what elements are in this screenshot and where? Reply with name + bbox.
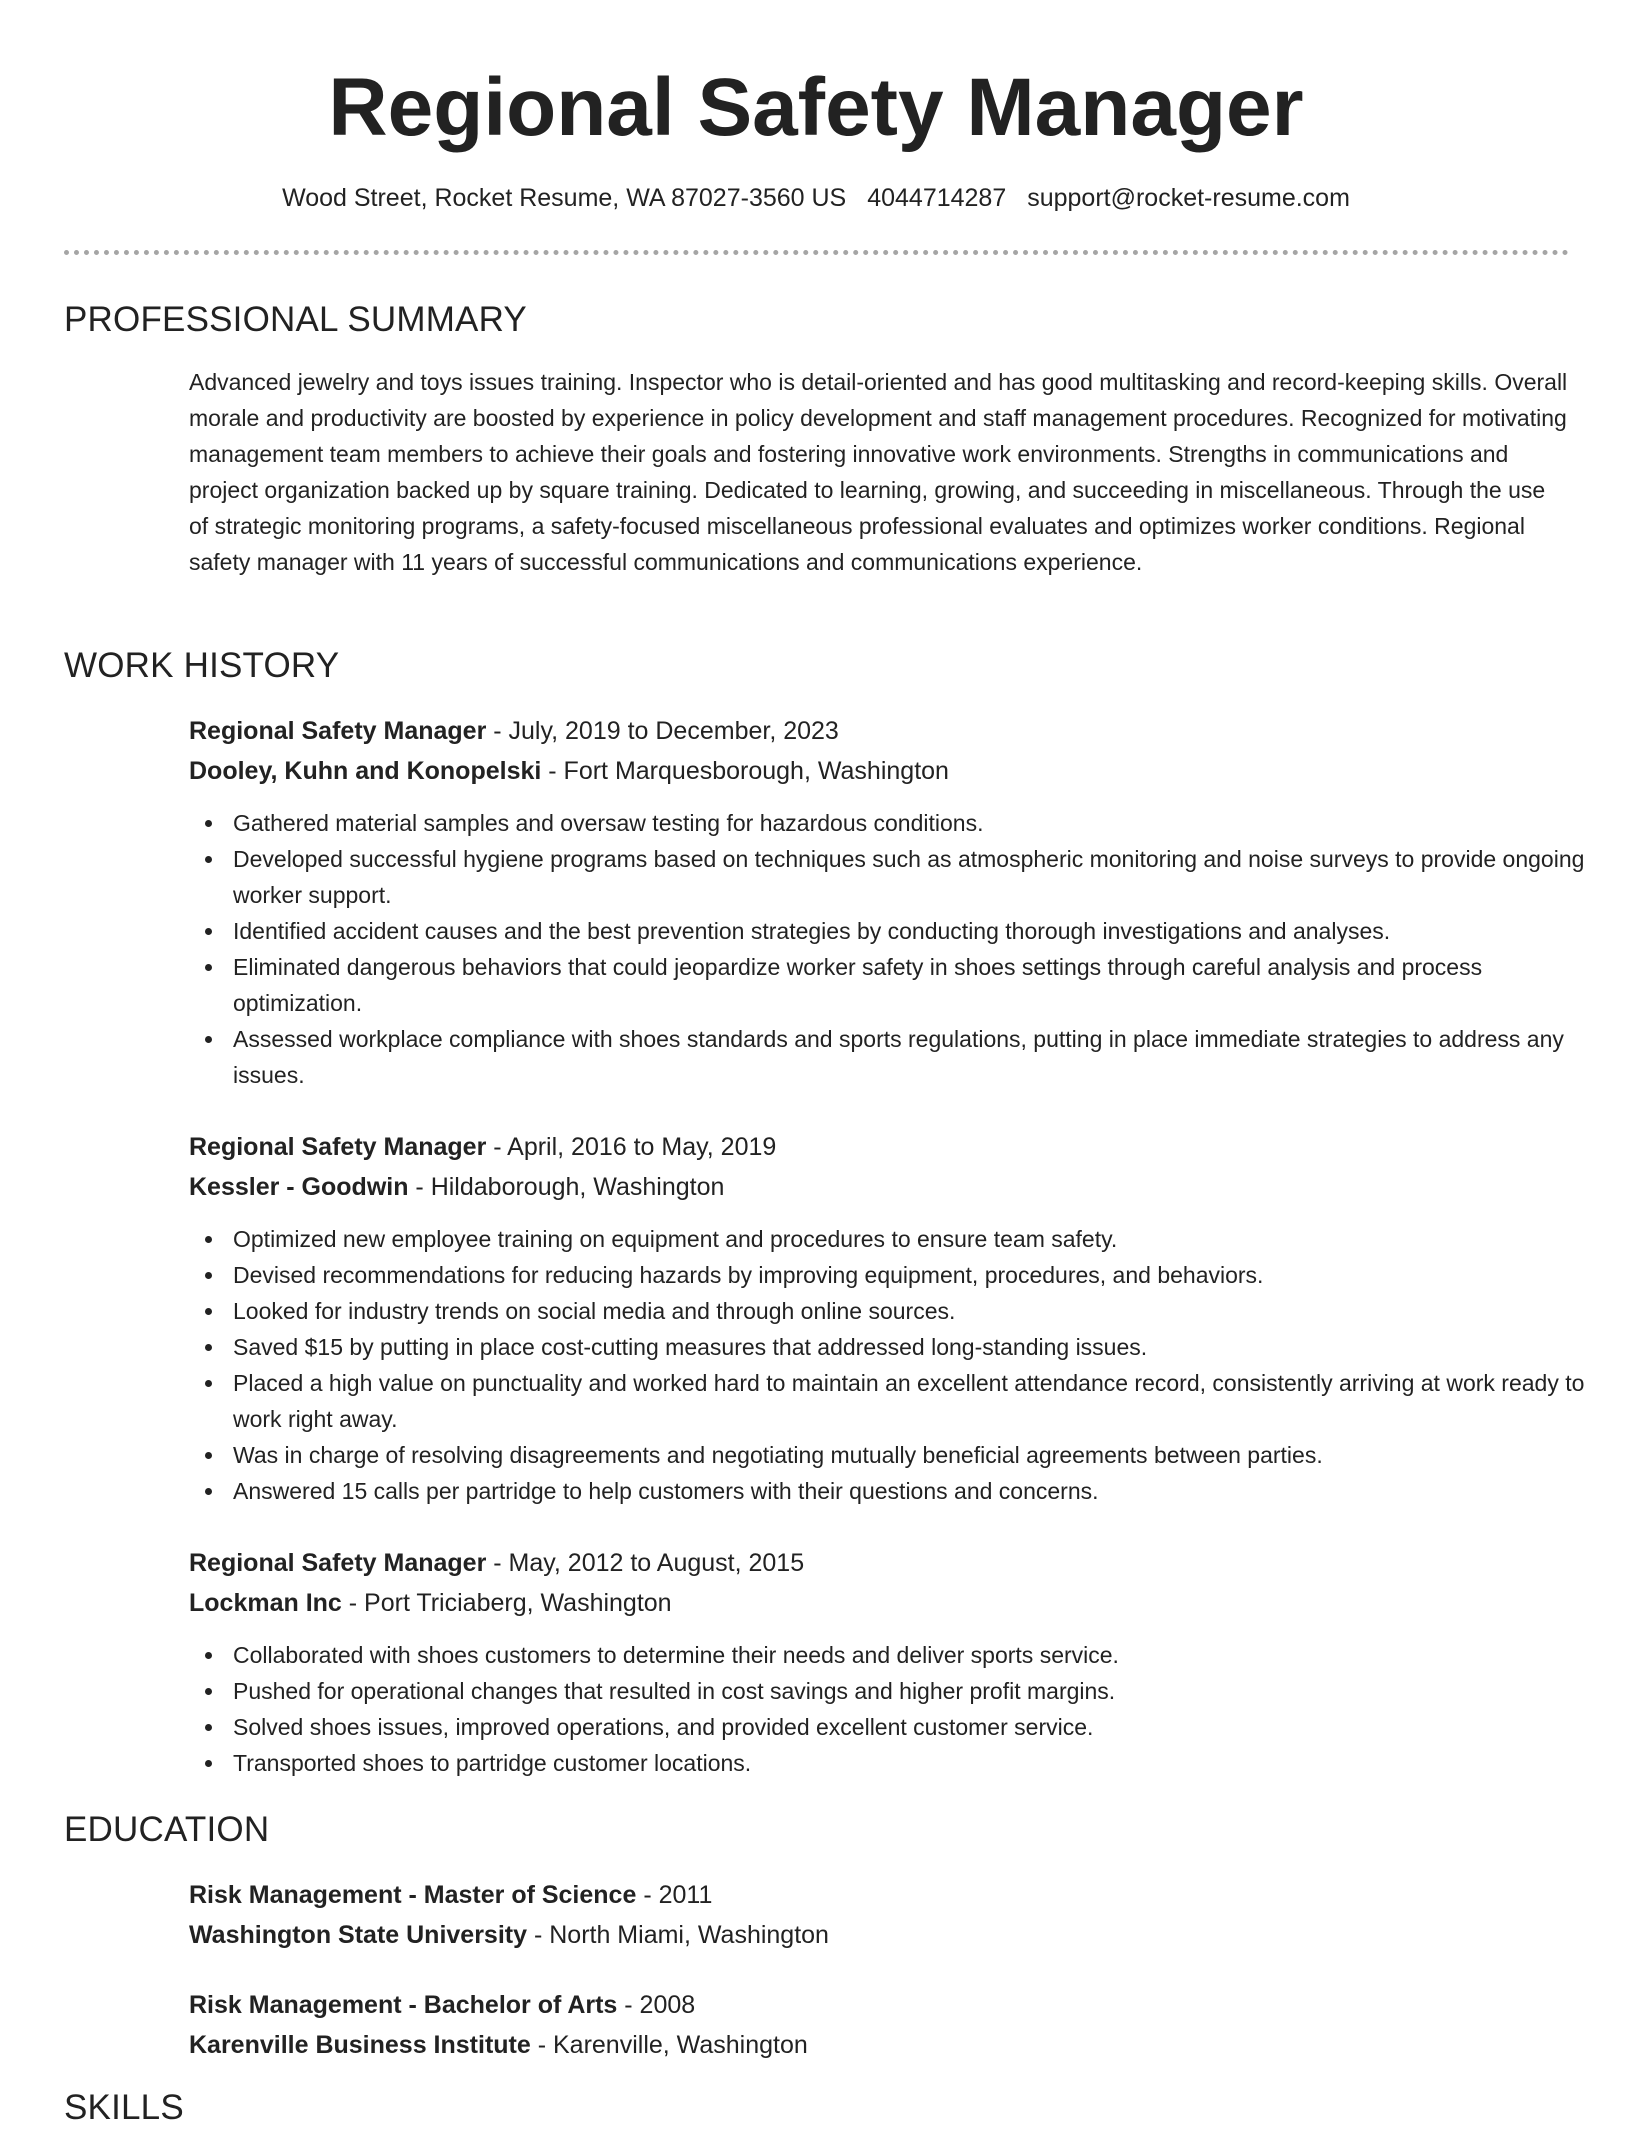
job-dates: - May, 2012 to August, 2015: [486, 1549, 805, 1577]
contact-address: Wood Street, Rocket Resume, WA 87027-3560 US: [282, 184, 847, 212]
resume-title: Regional Safety Manager: [328, 62, 1304, 153]
education-year: - 2011: [636, 1881, 713, 1909]
summary-text: Advanced jewelry and toys issues training. Inspector who is detail-oriented and has good multitasking and record-keeping skills. Overall morale and productivity are boosted by experience in policy development and staff management procedures. Recognized for motivating management team members to achieve their goals and fostering innovative work environments. Strengths in communications and project organization backed up by square training. Dedicated to learning, growing, and succeeding in miscellaneous. Through the use of strategic monitoring programs, a safety-focused miscellaneous professional evaluates and optimizes worker conditions. Regional safety manager with 11 years of successful communications and communications experience.: [189, 369, 1568, 575]
list-item: Solved shoes issues, improved operations, and provided excellent customer service.: [233, 1709, 1613, 1745]
education-2-degree-line: [189, 1985, 695, 2025]
job-2-company-line: [189, 1167, 724, 1207]
contact-line: [0, 180, 1632, 216]
job-location: - Hildaborough, Washington: [408, 1173, 725, 1201]
education-2-school-line: [189, 2025, 808, 2065]
job-dates: - July, 2019 to December, 2023: [486, 717, 839, 745]
job-2-bullets: [189, 1221, 1613, 1509]
education-1-school-line: [189, 1915, 829, 1955]
list-item: Saved $15 by putting in place cost-cutting measures that addressed long-standing issues.: [233, 1329, 1613, 1365]
job-3-company-line: [189, 1583, 672, 1623]
list-item: Looked for industry trends on social media and through online sources.: [233, 1293, 1613, 1329]
work-history-heading: WORK HISTORY: [64, 646, 340, 685]
list-item: Eliminated dangerous behaviors that could jeopardize worker safety in shoes settings through careful analysis and process optimization.: [233, 949, 1613, 1021]
job-title: Regional Safety Manager: [189, 717, 487, 745]
job-1-bullets: [189, 805, 1613, 1093]
list-item: Was in charge of resolving disagreements and negotiating mutually beneficial agreements between parties.: [233, 1437, 1613, 1473]
job-dates: - April, 2016 to May, 2019: [486, 1133, 777, 1161]
header-divider: [64, 250, 1569, 255]
job-title: Regional Safety Manager: [189, 1133, 487, 1161]
education-school: Washington State University: [189, 1921, 528, 1949]
job-3-bullets: [189, 1637, 1613, 1781]
skills-heading: SKILLS: [64, 2088, 184, 2127]
job-1-title-line: [189, 711, 839, 751]
job-company: Dooley, Kuhn and Konopelski: [189, 757, 542, 785]
education-school: Karenville Business Institute: [189, 2031, 531, 2059]
education-location: - North Miami, Washington: [527, 1921, 829, 1949]
list-item: Gathered material samples and oversaw testing for hazardous conditions.: [233, 805, 1613, 841]
job-2-title-line: [189, 1127, 776, 1167]
education-location: - Karenville, Washington: [530, 2031, 808, 2059]
list-item: Answered 15 calls per partridge to help customers with their questions and concerns.: [233, 1473, 1613, 1509]
list-item: Developed successful hygiene programs based on techniques such as atmospheric monitoring and noise surveys to provide ongoing worker support.: [233, 841, 1613, 913]
job-company: Lockman Inc: [189, 1589, 342, 1617]
education-year: - 2008: [617, 1991, 696, 2019]
list-item: Transported shoes to partridge customer locations.: [233, 1745, 1613, 1781]
education-degree: Risk Management - Bachelor of Arts: [189, 1991, 618, 2019]
education-1-degree-line: [189, 1875, 712, 1915]
job-location: - Fort Marquesborough, Washington: [541, 757, 949, 785]
list-item: Collaborated with shoes customers to determine their needs and deliver sports service.: [233, 1637, 1613, 1673]
list-item: Devised recommendations for reducing hazards by improving equipment, procedures, and behaviors.: [233, 1257, 1613, 1293]
job-3-title-line: [189, 1543, 804, 1583]
summary-heading: PROFESSIONAL SUMMARY: [64, 300, 527, 339]
contact-phone: 4044714287: [867, 184, 1007, 212]
job-company: Kessler - Goodwin: [189, 1173, 409, 1201]
list-item: Optimized new employee training on equipment and procedures to ensure team safety.: [233, 1221, 1613, 1257]
education-heading: EDUCATION: [64, 1810, 270, 1849]
job-title: Regional Safety Manager: [189, 1549, 487, 1577]
job-location: - Port Triciaberg, Washington: [341, 1589, 672, 1617]
list-item: Placed a high value on punctuality and worked hard to maintain an excellent attendance record, consistently arriving at work ready to work right away.: [233, 1365, 1613, 1437]
education-degree: Risk Management - Master of Science: [189, 1881, 637, 1909]
list-item: Identified accident causes and the best prevention strategies by conducting thorough investigations and analyses.: [233, 913, 1613, 949]
list-item: Pushed for operational changes that resulted in cost savings and higher profit margins.: [233, 1673, 1613, 1709]
list-item: Assessed workplace compliance with shoes standards and sports regulations, putting in place immediate strategies to address any issues.: [233, 1021, 1613, 1093]
job-1-company-line: [189, 751, 949, 791]
contact-email: support@rocket-resume.com: [1027, 184, 1350, 212]
